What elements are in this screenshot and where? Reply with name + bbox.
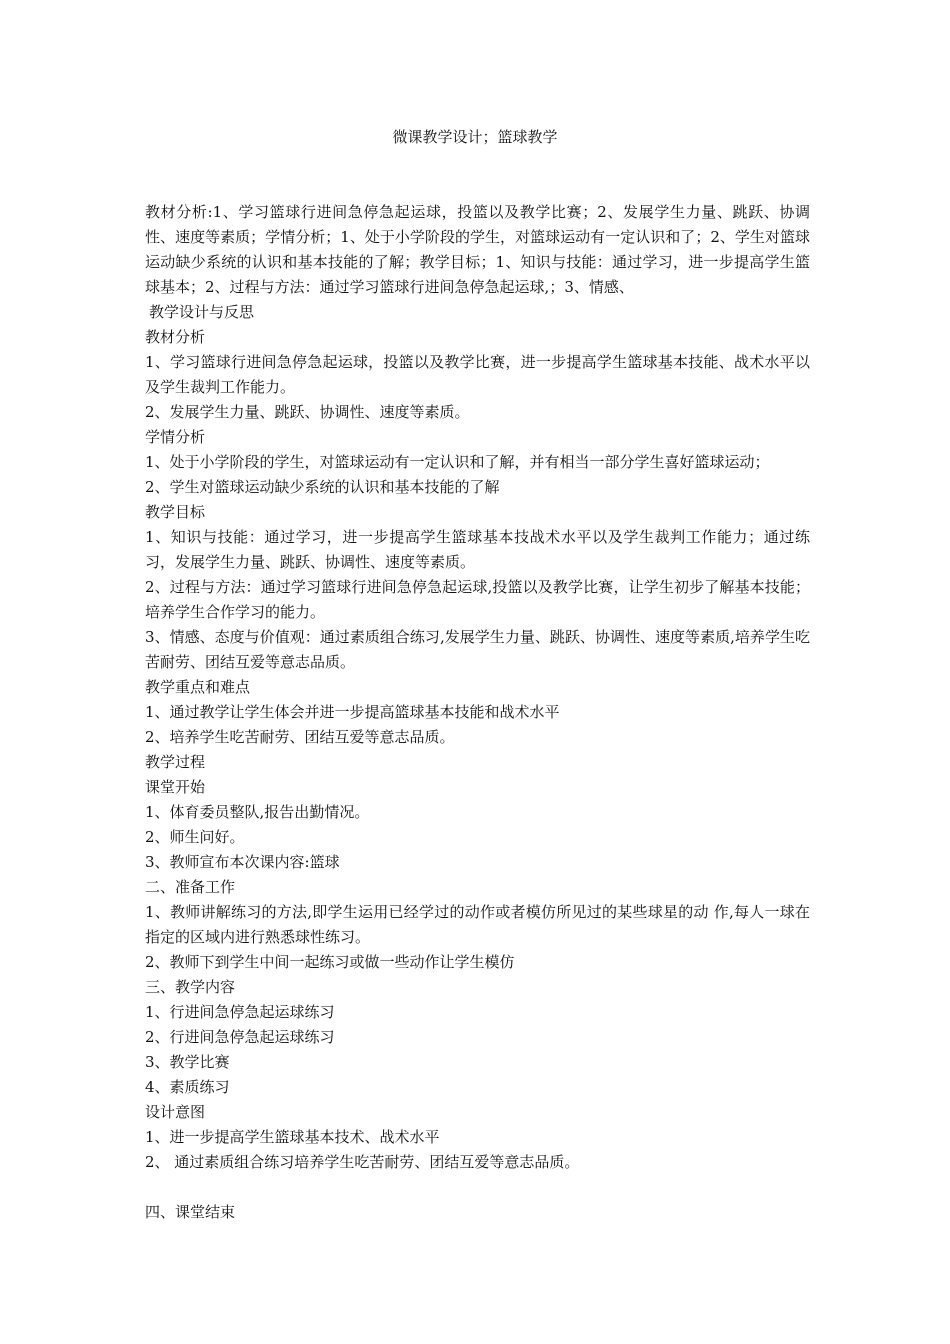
section-heading: 课堂开始: [145, 778, 206, 796]
text-line: 2、培养学生吃苦耐劳、团结互爱等意志品质。: [145, 728, 455, 746]
section-heading: 教学重点和难点: [145, 678, 251, 696]
section-heading: 教材分析: [145, 328, 206, 346]
blank-line: [145, 1175, 810, 1200]
text-line: 1、行进间急停急起运球练习: [145, 1003, 335, 1021]
text-line: 2、师生问好。: [145, 828, 245, 846]
text-line: 3、情感、态度与价值观：通过素质组合练习,发展学生力量、跳跃、协调性、速度等素质,培养学生吃苦耐劳、团结互爱等意志品质。: [145, 628, 810, 671]
section-heading: 四、课堂结束: [145, 1203, 236, 1221]
section-heading: 设计意图: [145, 1103, 206, 1121]
intro-paragraph: 教材分析:1、学习篮球行进间急停急起运球，投篮以及教学比赛；2、发展学生力量、跳跃、协调性、速度等素质；学情分析；1、处于小学阶段的学生，对篮球运动有一定认识和了；2、学生对篮球运动缺少系统的认识和基本技能的了解；教学目标；1、知识与技能：通过学习，进一步提高学生篮球基本；2、过程与方法：通过学习篮球行进间急停急起运球,；3、情感、: [145, 203, 810, 296]
text-line: 1、学习篮球行进间急停急起运球，投篮以及教学比赛，进一步提高学生篮球基本技能、战术水平以及学生裁判工作能力。: [145, 353, 810, 396]
text-line: 4、素质练习: [145, 1078, 230, 1096]
text-line: 1、进一步提高学生篮球基本技术、战术水平: [145, 1128, 440, 1146]
text-line: 1、知识与技能：通过学习，进一步提高学生篮球基本技战术水平以及学生裁判工作能力；通过练习，发展学生力量、跳跃、协调性、速度等素质。: [145, 528, 810, 571]
section-heading: 教学目标: [145, 503, 206, 521]
section-heading: 学情分析: [145, 428, 206, 446]
section-heading: 三、教学内容: [145, 978, 236, 996]
text-line: 2、行进间急停急起运球练习: [145, 1028, 335, 1046]
text-line: 2、过程与方法：通过学习篮球行进间急停急起运球,投篮以及教学比赛，让学生初步了解基本技能；培养学生合作学习的能力。: [145, 578, 810, 621]
text-line: 1、体育委员整队,报告出勤情况。: [145, 803, 370, 821]
text-line: 1、教师讲解练习的方法,即学生运用已经学过的动作或者模仿所见过的某些球星的动 作,每人一球在指定的区域内进行熟悉球性练习。: [145, 903, 810, 946]
text-line: 3、教学比赛: [145, 1053, 230, 1071]
text-line: 3、教师宣布本次课内容:篮球: [145, 853, 340, 871]
text-line: 2、学生对篮球运动缺少系统的认识和基本技能的了解: [145, 478, 500, 496]
page-title: 微课教学设计；篮球教学: [392, 128, 558, 146]
text-line: 2、教师下到学生中间一起练习或做一些动作让学生模仿: [145, 953, 515, 971]
document-body: [145, 200, 810, 1225]
section-heading: 教学设计与反思: [149, 303, 255, 321]
section-heading: 二、准备工作: [145, 878, 236, 896]
text-line: 1、处于小学阶段的学生，对篮球运动有一定认识和了解，并有相当一部分学生喜好篮球运动；: [145, 453, 770, 471]
text-line: 2、发展学生力量、跳跃、协调性、速度等素质。: [145, 403, 470, 421]
text-line: 1、通过教学让学生体会并进一步提高篮球基本技能和战术水平: [145, 703, 560, 721]
section-heading: 教学过程: [145, 753, 206, 771]
text-line: 2、 通过素质组合练习培养学生吃苦耐劳、团结互爱等意志品质。: [145, 1153, 580, 1171]
